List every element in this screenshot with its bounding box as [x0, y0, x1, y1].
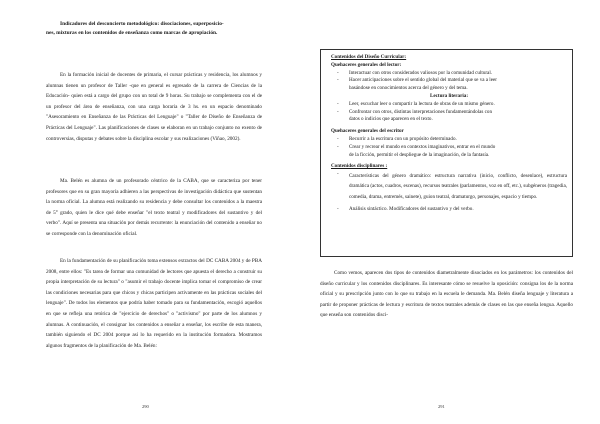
section-heading: Quehaceres generales del lector: — [331, 61, 402, 68]
section-heading: Quehaceres generales del escritor — [331, 128, 404, 135]
list-item-continuation: basándose en conocimientos acerca del género y del tema. — [349, 85, 468, 92]
box-content — [331, 54, 567, 214]
heading-line-2: nes, mixturas en los contenidos de enseñanza como marcas de apropiación. — [46, 30, 218, 36]
section-heading — [46, 20, 262, 38]
paragraph: En la formación inicial de docentes de primaria, el cursar prácticas y residencia, los alumnos y alumnas tienen un profesor de Taller -que en general es egresado de la carrera de Ciencias de la Educación- quien está a cargo del grupo con un total de 9 horas. Su trabajo se complementa con el de un profesor del área de enseñanza, con una carga horaria de 3 hs. en un espacio denominado "Asesoramiento en Enseñanza de las Prácticas del Lenguaje" o "Taller de Diseño de Enseñanza de Prácticas del Lenguaje". Las planificaciones de clases se elaboran en un trabajo conjunto no exento de controversias, disputas y debates sobre la disciplina escolar y sus realizaciones (Viñao, 2002). — [46, 72, 262, 142]
list-item: - Hacer anticipaciones sobre el sentido global del material que se va a leer — [337, 77, 497, 84]
list-item: - Crear y recrear el mundo en contextos imaginativos, entrar en el mundo — [337, 143, 496, 150]
subsection-heading: Lectura literaria: — [429, 92, 469, 99]
list-item: - Recurrir a la escritura con un propósito determinado. — [337, 135, 457, 142]
list-item: - Interactuar con otros considerados valiosos por la comunidad cultural. — [337, 69, 493, 76]
list-item-continuation: de la ficción, permitir el despliegue de la imaginación, de la fantasía. — [349, 151, 490, 158]
section-heading: Contenidos disciplinares : — [331, 163, 388, 170]
list-item: - Análisis sintáctico. Modificadores del sustantivo y del verbo. — [337, 205, 474, 212]
list-item: - Características del género dramático: estructura narrativa (inicio, conflicto, desenlace), estructura dramática (actos, cuadros, escenas), recursos teatrales (parlamentos, voz en off, etc.), subgéneros (tragedia, comedia, drama, entremés, sainete), guion teatral, dramaturgo, personajes, espacio y tiempo. — [337, 171, 567, 200]
right-page — [300, 0, 600, 424]
heading-line-1: Indicadores del desconcierto metodológico: disociaciones, superposicio- — [60, 21, 224, 27]
list-item: - Confrontar con otros, distintas interpretaciones fundamentándolas con — [337, 108, 493, 115]
box-title: Contenidos del Diseño Curricular: — [331, 54, 407, 60]
paragraph: Ma. Belén es alumna de un profesorado céntrico de la CABA, que se caracteriza por tener profesores que en su gran mayoría adhieren a las perspectivas de investigación didáctica que sustentan la norma oficial. La alumna está realizando su residencia y debe consultar los contenidos a la maestra de 5° grado, quien le dice qué debe enseñar "el texto teatral y modificadores del sustantivo y del verbo". Aquí se presenta una situación por demás recurrente: la enunciación del contenido a enseñar no se corresponde con la denominación oficial. — [46, 178, 262, 237]
page-number: 290 — [142, 404, 149, 409]
curriculum-content-box — [320, 49, 573, 257]
list-item: - Leer, escuchar leer o compartir la lectura de obras de un mismo género. — [337, 100, 495, 107]
paragraph: En la fundamentación de su planificación toma extensos extractos del DC CABA 2004 y de PBA 2008, entre ellos: "Es tarea de formar una comunidad de lectores que apuesta el derecho a construir su propia interpretación de su lectura" o "asumir el trabajo docente implica tomar el compromiso de crear las condiciones necesarias para que chicos y chicas participen activamente en las prácticas sociales del lenguaje". De todos los elementos que podría haber tomado para su fundamentación, escogió aquellos en que se refleja una retórica de "ejercicio de derechos" o "activismo" por parte de los alumnos y alumnas. A continuación, el consignar los contenidos a enseñar a enseñar, los escribe de esta manera, también siguiendo el DC 2004 porque así lo ha requerido en la institución formadora. Mostramos algunos fragmentos de la planificación de Ma. Belén: — [46, 258, 262, 349]
paragraph: Como vemos, aparecen dos tipos de contenidos diametralmente disociados en los parámetros: los contenidos del diseño curricular y los contenidos disciplinares. Es interesante cómo se resuelve la oposición: consigna los de la norma oficial y su prescripción junto con lo que su trabajo en la escuela le demanda. Ma. Belén diseña lenguaje y literatura a partir de proponer prácticas de lectura y escritura de textos teatrales además de clases en las que enseña lengua. Aquello que enseña son contenidos disci- — [320, 270, 573, 319]
list-item-continuation: datos o indicios que aparecen en el texto. — [349, 116, 433, 123]
page-number: 291 — [438, 404, 445, 409]
